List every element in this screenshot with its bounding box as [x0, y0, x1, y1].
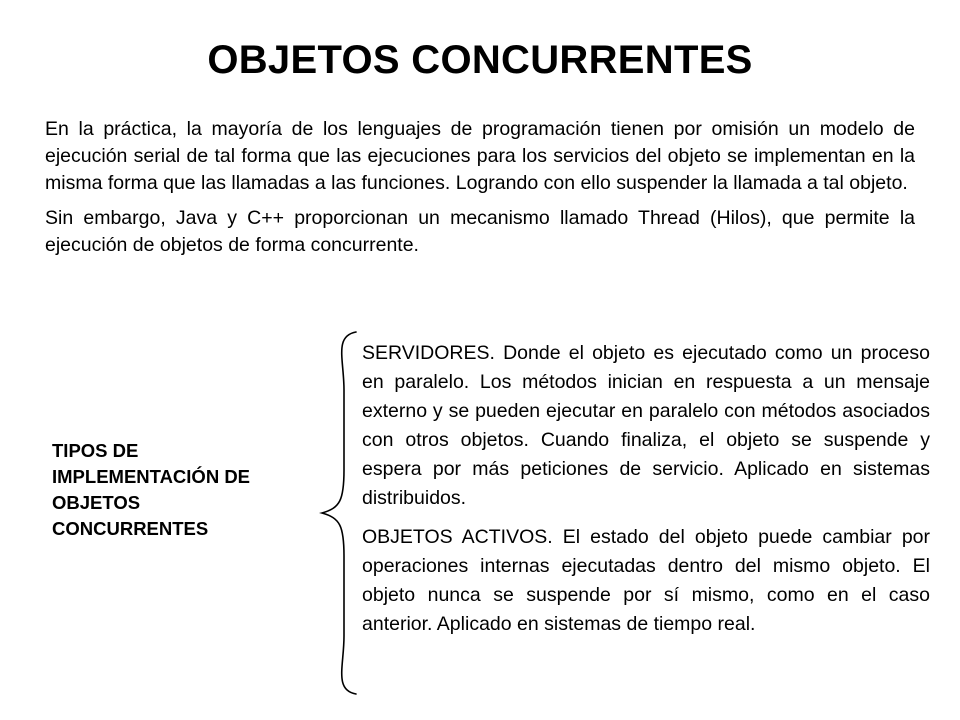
intro-paragraph: En la práctica, la mayoría de los lenguajes de programación tienen por omisión un modelo de ejecución serial de tal forma que las ejecuciones para los servicios del objeto se implementan en la misma forma que las llamadas a las funciones. Logrando con ello suspender la llamada a tal objeto. [45, 118, 915, 194]
brace-path [322, 332, 356, 694]
category-label-line: OBJETOS [52, 492, 141, 513]
category-label [52, 438, 322, 542]
intro-paragraph: Sin embargo, Java y C++ proporcionan un mecanismo llamado Thread (Hilos), que permite la ejecución de objetos de forma concurrente. [45, 207, 915, 256]
slide-title: OBJETOS CONCURRENTES [207, 38, 753, 82]
type-servidores: SERVIDORES. Donde el objeto es ejecutado como un proceso en paralelo. Los métodos inician en respuesta a un mensaje externo y se pueden ejecutar en paralelo con métodos asociados con otros objetos. Cuando finaliza, el objeto se suspende y espera por más peticiones de servicio. Aplicado en sistemas distribuidos. [362, 342, 930, 509]
category-label-line: CONCURRENTES [52, 518, 209, 539]
type-objetos-activos: OBJETOS ACTIVOS. El estado del objeto puede cambiar por operaciones internas ejecutadas dentro del mismo objeto. El objeto nunca se suspende por sí mismo, como en el caso anterior. Aplicado en sistemas de tiempo real. [362, 526, 930, 635]
category-label-line: IMPLEMENTACIÓN DE [52, 466, 251, 487]
implementation-types [362, 339, 930, 649]
intro-text [45, 116, 915, 267]
category-label-line: TIPOS DE [52, 440, 139, 461]
left-brace-icon [316, 330, 360, 696]
